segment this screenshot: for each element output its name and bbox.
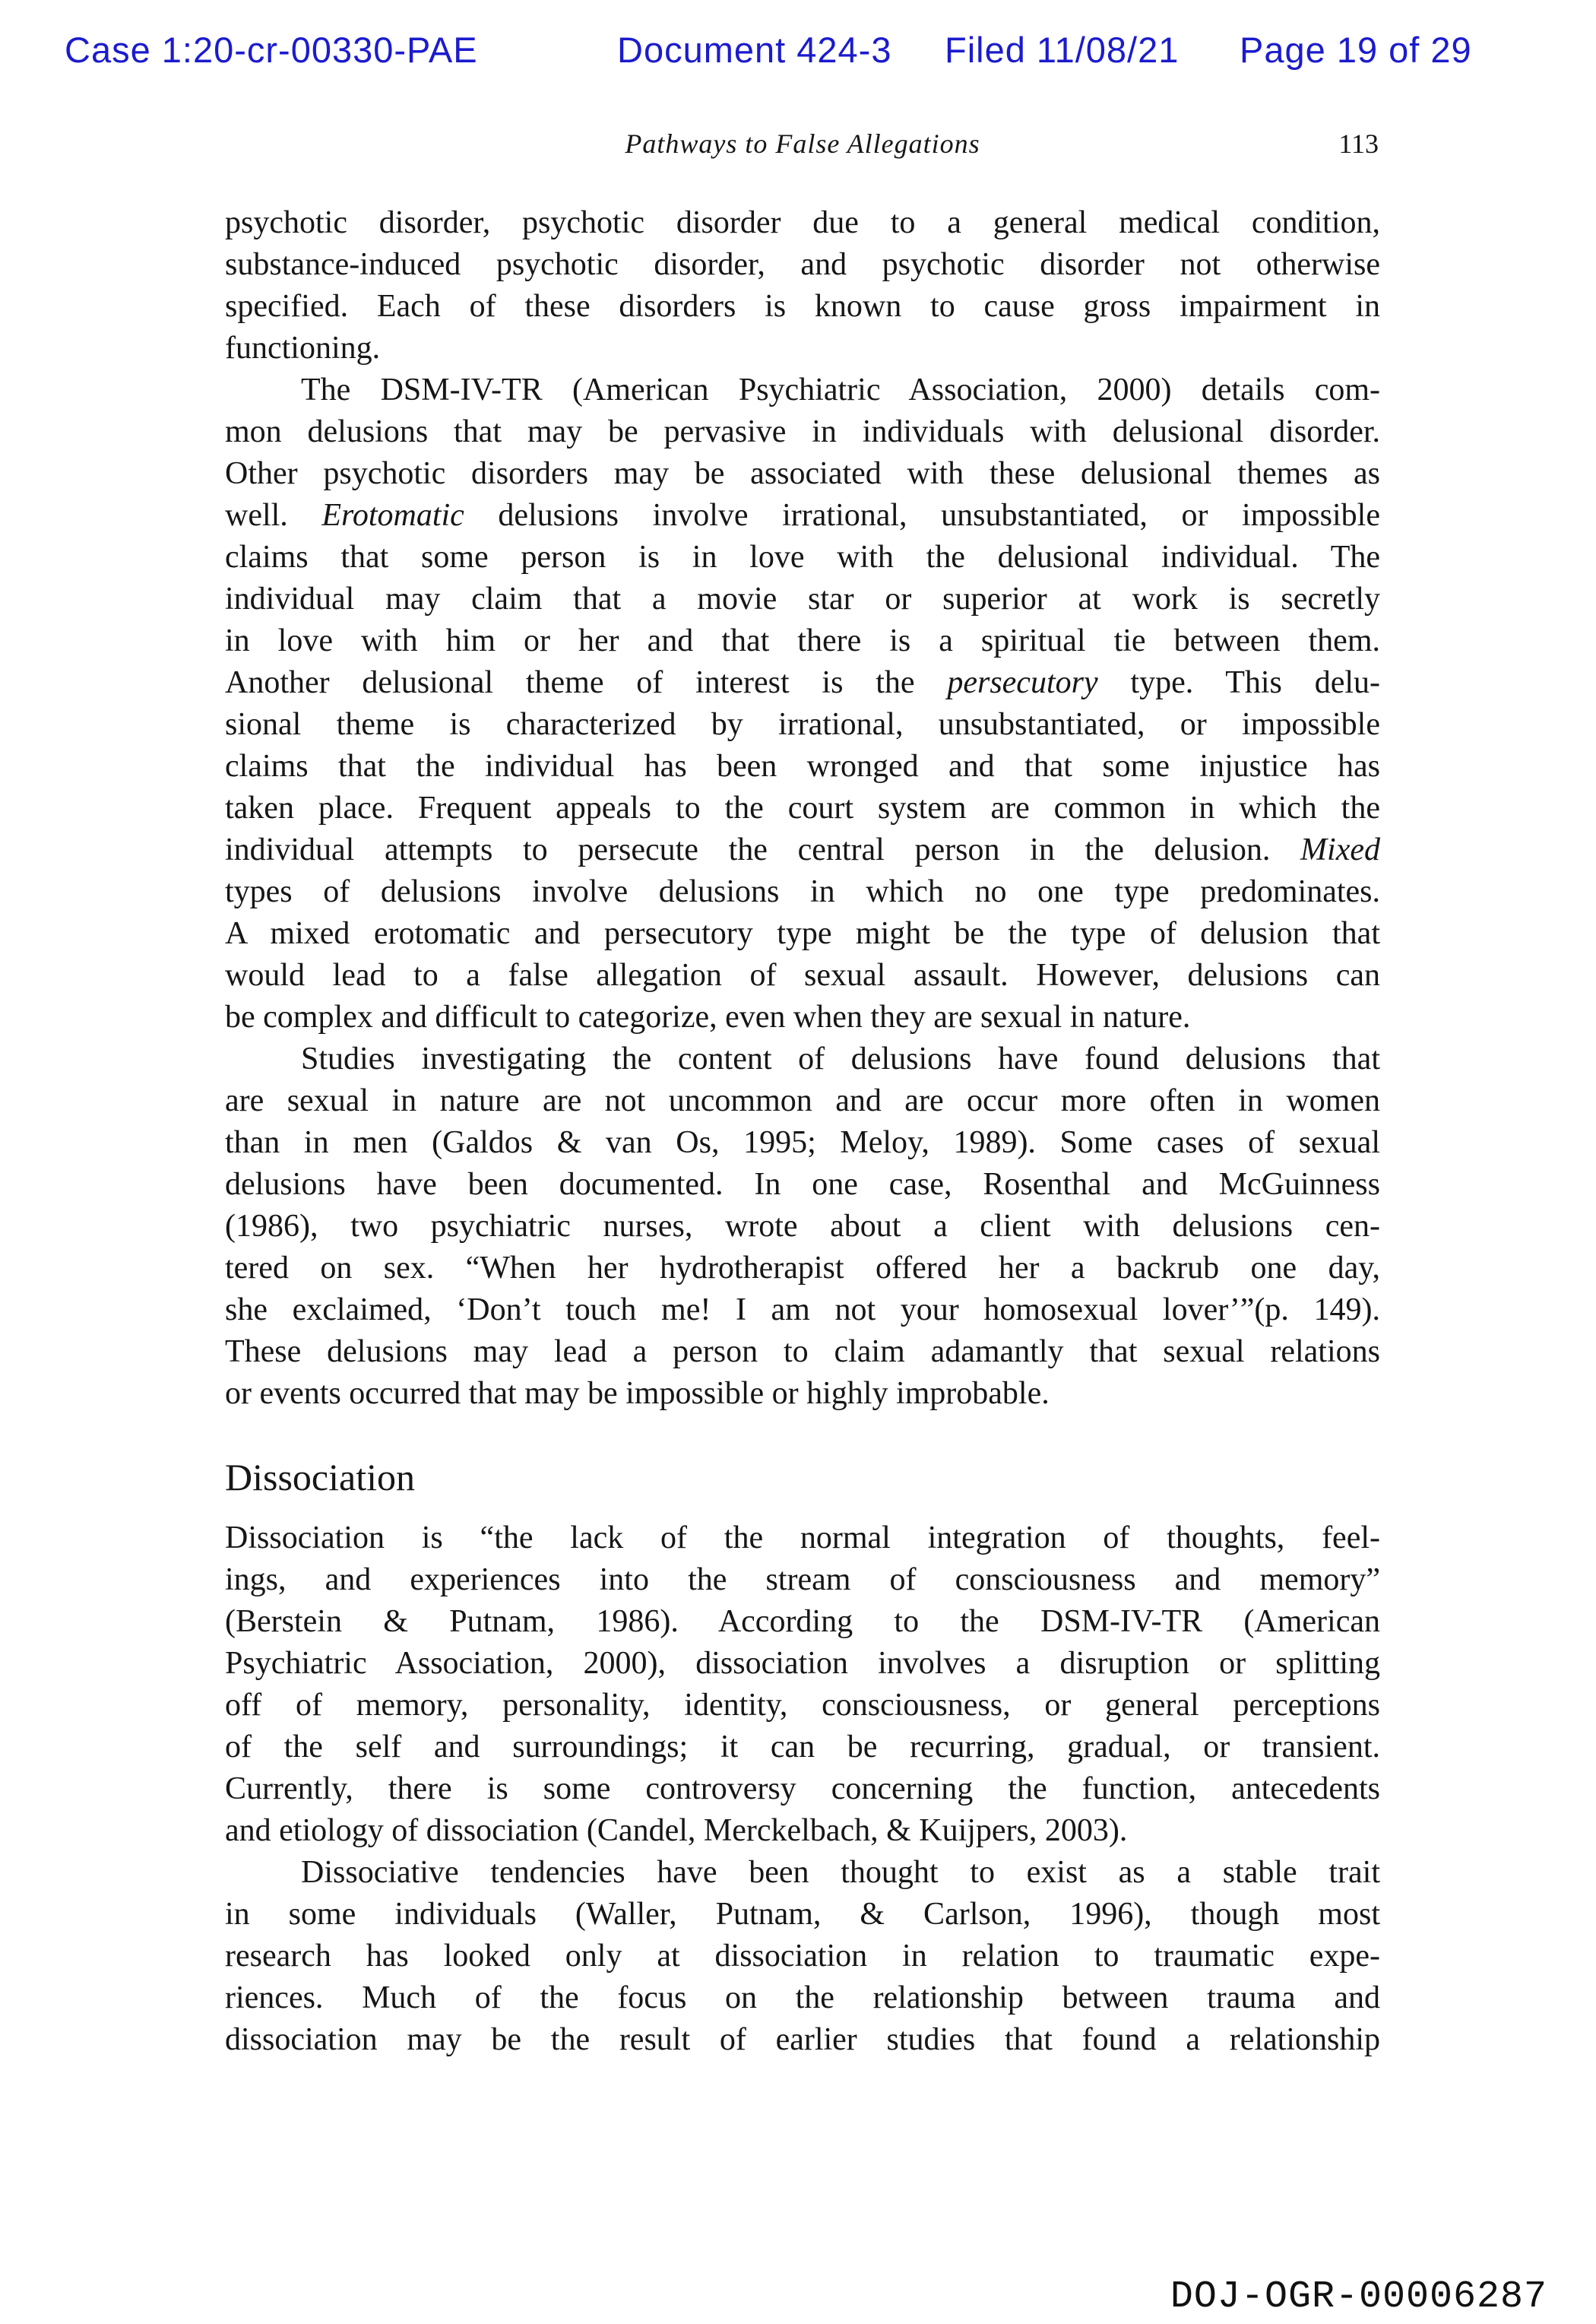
filed-date-text: Filed 11/08/21 xyxy=(945,30,1180,70)
text-line: Psychiatric Association, 2000), dissociation involves a disruption or splitting xyxy=(225,1646,1380,1681)
paragraph xyxy=(225,1517,1380,1852)
text-line: Dissociative tendencies have been thought to exist as a stable trait xyxy=(301,1855,1380,1890)
text-line: would lead to a false allegation of sexual assault. However, delusions can xyxy=(225,958,1380,993)
text-line: or events occurred that may be impossible or highly improbable. xyxy=(225,1376,1050,1411)
page-of-text: Page 19 of 29 xyxy=(1240,30,1472,70)
case-number-text: Case 1:20-cr-00330-PAE xyxy=(65,30,478,70)
text-line: research has looked only at dissociation in relation to traumatic expe- xyxy=(225,1939,1380,1974)
text-line: in some individuals (Waller, Putnam, & Carlson, 1996), though most xyxy=(225,1897,1380,1932)
text-line: These delusions may lead a person to claim adamantly that sexual relations xyxy=(225,1334,1380,1369)
text-line: she exclaimed, ‘Don’t touch me! I am not your homosexual lover’”(p. 149). xyxy=(225,1292,1380,1327)
text-line: sional theme is characterized by irrational, unsubstantiated, or impossible xyxy=(225,707,1380,742)
document-body xyxy=(225,202,1380,2061)
text-line: off of memory, personality, identity, consciousness, or general perceptions xyxy=(225,1688,1380,1723)
text-line: dissociation may be the result of earlier studies that found a relationship xyxy=(225,2022,1380,2057)
text-line: substance-induced psychotic disorder, and psychotic disorder not otherwise xyxy=(225,247,1380,282)
paragraph xyxy=(225,202,1380,369)
text-line: be complex and difficult to categorize, even when they are sexual in nature. xyxy=(225,1000,1191,1035)
text-line: tered on sex. “When her hydrotherapist offered her a backrub one day, xyxy=(225,1251,1380,1286)
text-line: riences. Much of the focus on the relationship between trauma and xyxy=(225,1980,1380,2015)
text-line: (1986), two psychiatric nurses, wrote about a client with delusions cen- xyxy=(225,1209,1380,1244)
text-line: are sexual in nature are not uncommon and are occur more often in women xyxy=(225,1083,1380,1118)
text-line: A mixed erotomatic and persecutory type might be the type of delusion that xyxy=(225,916,1380,951)
text-line: functioning. xyxy=(225,331,381,366)
text-line: of the self and surroundings; it can be recurring, gradual, or transient. xyxy=(225,1730,1380,1764)
document-number-text: Document 424-3 xyxy=(617,30,892,70)
text-line: and etiology of dissociation (Candel, Merckelbach, & Kuijpers, 2003). xyxy=(225,1813,1128,1848)
text-line: specified. Each of these disorders is known to cause gross impairment in xyxy=(225,289,1380,324)
running-header-page-number: 113 xyxy=(1338,128,1379,159)
text-line: Studies investigating the content of delusions have found delusions that xyxy=(301,1042,1380,1076)
text-line: (Berstein & Putnam, 1986). According to the DSM-IV-TR (American xyxy=(225,1604,1380,1639)
text-line: Dissociation is “the lack of the normal integration of thoughts, feel- xyxy=(225,1520,1380,1555)
text-line: claims that some person is in love with the delusional individual. The xyxy=(225,540,1380,575)
text-line: than in men (Galdos & van Os, 1995; Meloy, 1989). Some cases of sexual xyxy=(225,1125,1380,1160)
text-line: mon delusions that may be pervasive in individuals with delusional disorder. xyxy=(225,414,1380,449)
text-line: psychotic disorder, psychotic disorder due to a general medical condition, xyxy=(225,205,1380,240)
text-line: types of delusions involve delusions in which no one type predominates. xyxy=(225,874,1380,909)
text-line: Another delusional theme of interest is the persecutory type. This delu- xyxy=(225,665,1380,700)
paragraph xyxy=(225,1852,1380,2061)
text-line: Other psychotic disorders may be associated with these delusional themes as xyxy=(225,456,1380,491)
running-header xyxy=(225,128,1380,166)
text-line: individual attempts to persecute the central person in the delusion. Mixed xyxy=(225,832,1380,867)
section-heading: Dissociation xyxy=(225,1456,415,1498)
bates-stamp: DOJ-OGR-00006287 xyxy=(1170,2275,1547,2319)
text-line: claims that the individual has been wronged and that some injustice has xyxy=(225,749,1380,784)
text-line: delusions have been documented. In one case, Rosenthal and McGuinness xyxy=(225,1167,1380,1202)
text-line: taken place. Frequent appeals to the court system are common in which the xyxy=(225,791,1380,826)
text-line: well. Erotomatic delusions involve irrational, unsubstantiated, or impossible xyxy=(225,498,1380,533)
text-line: individual may claim that a movie star or superior at work is secretly xyxy=(225,582,1380,617)
text-line: ings, and experiences into the stream of consciousness and memory” xyxy=(225,1562,1380,1597)
running-header-title: Pathways to False Allegations xyxy=(625,128,980,159)
text-line: The DSM-IV-TR (American Psychiatric Association, 2000) details com- xyxy=(301,373,1380,407)
paragraph xyxy=(225,1038,1380,1415)
paragraph xyxy=(225,369,1380,1038)
text-line: Currently, there is some controversy concerning the function, antecedents xyxy=(225,1771,1380,1806)
text-line: in love with him or her and that there is a spiritual tie between them. xyxy=(225,623,1380,658)
